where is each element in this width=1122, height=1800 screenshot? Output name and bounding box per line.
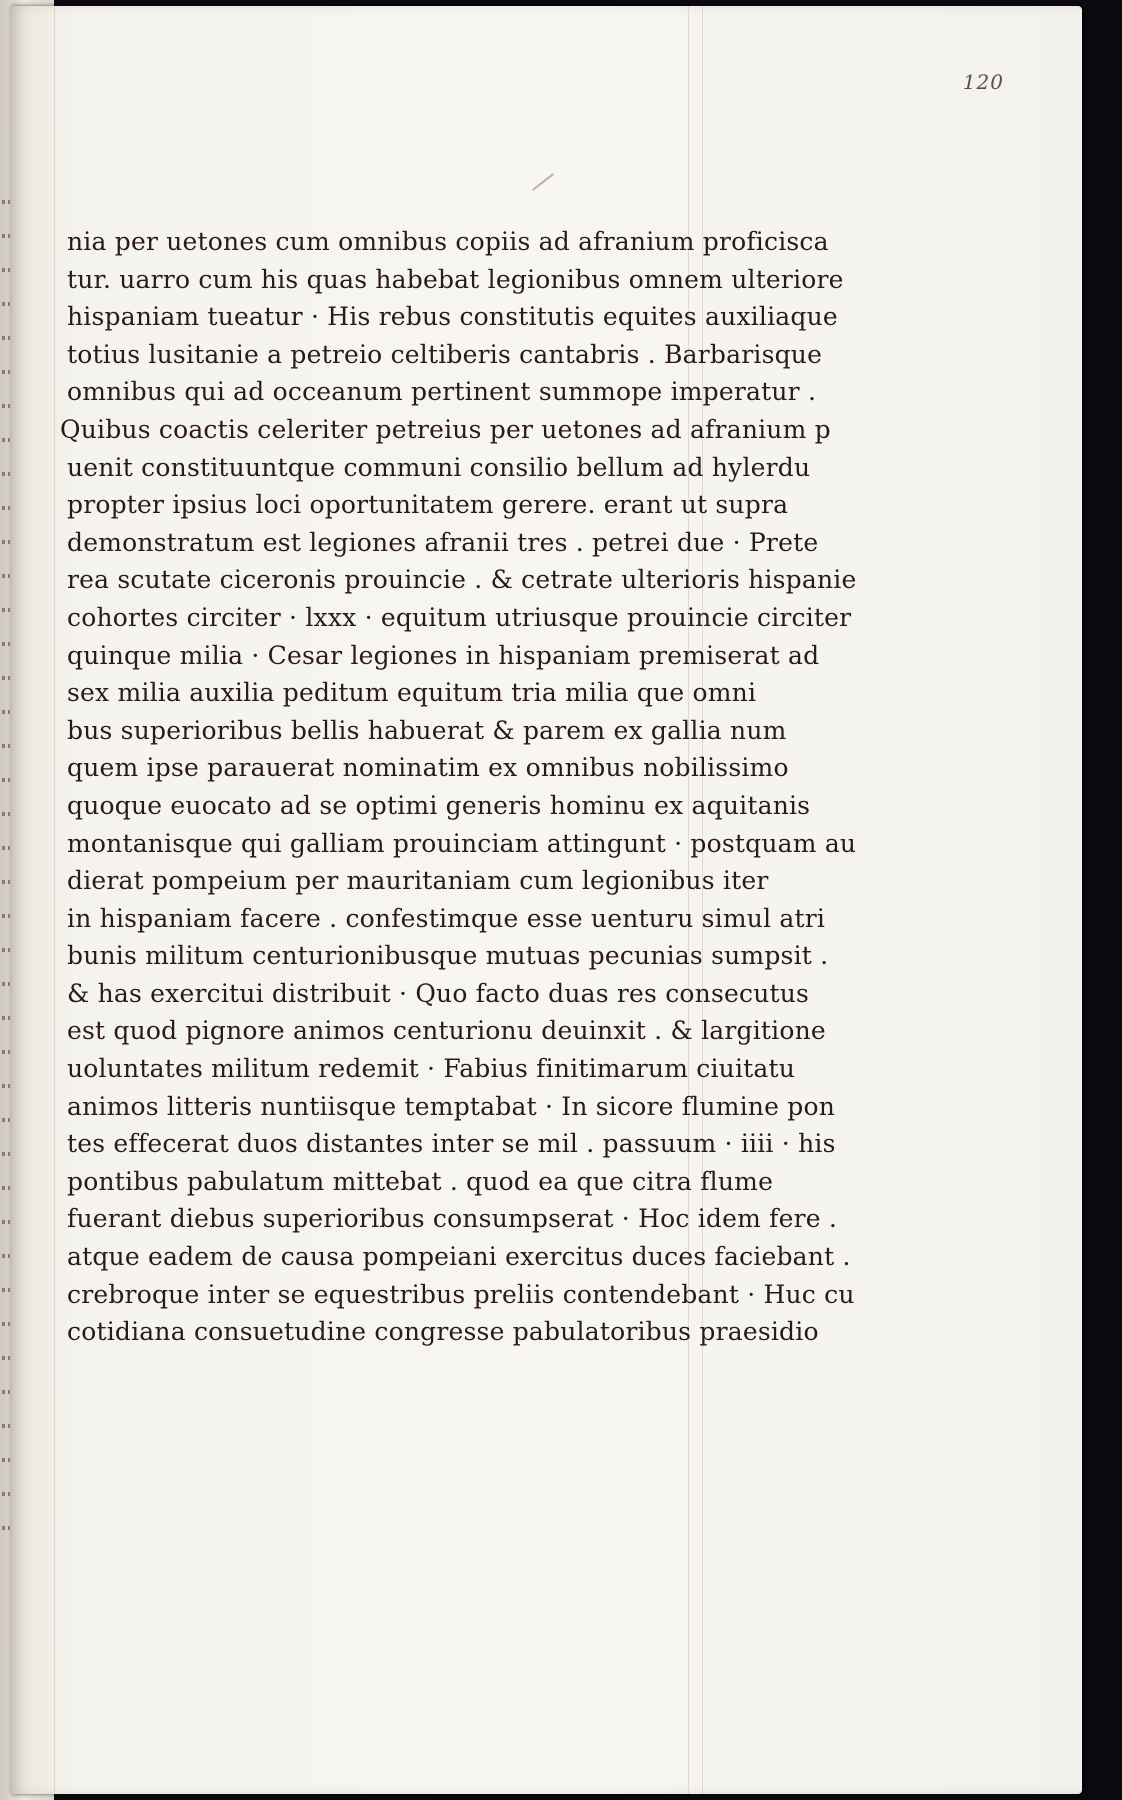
text-line: propter ipsius loci oportunitatem gerere. erant ut supra [67, 490, 789, 520]
text-line: montanisque qui galliam prouinciam attingunt · postquam au [67, 828, 857, 858]
text-line: animos litteris nuntiisque temptabat · In sicore flumine pon [67, 1091, 835, 1121]
text-line: fuerant diebus superioribus consumpserat · Hoc idem fere . [67, 1204, 838, 1234]
text-line: pontibus pabulatum mittebat . quod ea que citra flume [67, 1166, 774, 1196]
text-line: est quod pignore animos centurionu deuinxit . & largitione [67, 1016, 826, 1046]
text-line: cotidiana consuetudine congresse pabulatoribus praesidio [67, 1317, 819, 1347]
text-line: quoque euocato ad se optimi generis hominu ex aquitanis [67, 790, 811, 820]
text-line: tes effecerat duos distantes inter se mil . passuum · iiii · his [67, 1129, 836, 1159]
text-line: atque eadem de causa pompeiani exercitus duces faciebant . [67, 1242, 851, 1272]
text-line: hispaniam tueatur · His rebus constitutis equites auxiliaque [67, 302, 838, 332]
text-line: totius lusitanie a petreio celtiberis cantabris . Barbarisque [67, 339, 823, 369]
text-line: Quibus coactis celeriter petreius per uetones ad afranium p [60, 414, 831, 444]
text-line: demonstratum est legiones afranii tres . petrei due · Prete [67, 527, 819, 557]
text-line: cohortes circiter · lxxx · equitum utriusque prouincie circiter [67, 602, 852, 632]
text-line: uoluntates militum redemit · Fabius finitimarum ciuitatu [67, 1054, 796, 1084]
text-line: crebroque inter se equestribus preliis contendebant · Huc cu [67, 1279, 855, 1309]
text-line: uenit constituuntque communi consilio bellum ad hylerdu [67, 452, 811, 482]
pen-stroke-mark [532, 173, 554, 191]
text-line: dierat pompeium per mauritaniam cum legionibus iter [67, 866, 769, 896]
text-line: & has exercitui distribuit · Quo facto duas res consecutus [67, 978, 810, 1008]
text-line: rea scutate ciceronis prouincie . & cetrate ulterioris hispanie [67, 565, 857, 595]
text-line: sex milia auxilia peditum equitum tria milia que omni [67, 678, 757, 708]
text-line: omnibus qui ad occeanum pertinent summope imperatur . [67, 377, 817, 407]
text-line: quem ipse parauerat nominatim ex omnibus nobilissimo [67, 753, 789, 783]
text-column [60, 223, 857, 1351]
ruling-line-left [54, 6, 55, 1794]
text-line: nia per uetones cum omnibus copiis ad afranium proficisca [67, 227, 829, 256]
text-line: bunis militum centurionibusque mutuas pecunias sumpsit . [67, 941, 829, 971]
text-line: bus superioribus bellis habuerat & parem ex gallia num [67, 715, 787, 745]
text-line: tur. uarro cum his quas habebat legionibus omnem ulteriore [67, 264, 844, 294]
text-line: in hispaniam facere . confestimque esse uenturu simul atri [67, 903, 826, 933]
folio-number: 120 [962, 70, 1004, 94]
text-line: quinque milia · Cesar legiones in hispaniam premiserat ad [67, 640, 820, 670]
manuscript-page [10, 6, 1082, 1794]
